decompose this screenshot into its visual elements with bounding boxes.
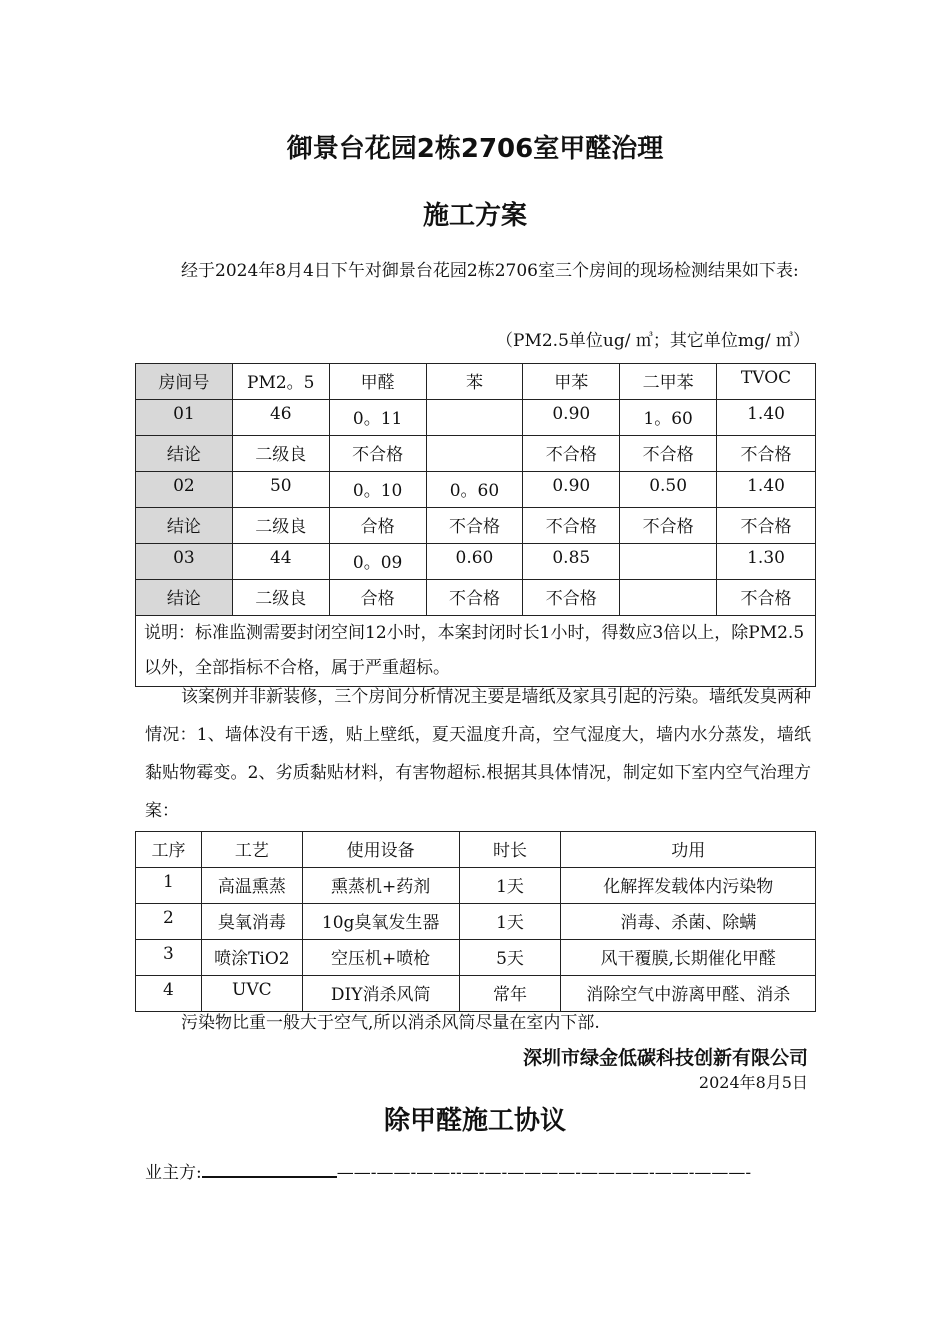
measurement-row <box>136 508 816 544</box>
measurement-header-cell: 甲醛 <box>329 364 426 400</box>
process-header-cell: 功用 <box>561 832 816 868</box>
agreement-title: 除甲醛施工协议 <box>383 1106 566 1136</box>
measurement-cell: 0。09 <box>329 544 426 580</box>
document-date: 2024年8月5日 <box>698 1073 808 1092</box>
process-cell: 1天 <box>459 904 561 940</box>
measurement-header-cell: 苯 <box>426 364 523 400</box>
measurement-cell: 不合格 <box>717 436 816 472</box>
owner-label: 业主方: <box>145 1163 202 1183</box>
process-cell: 1天 <box>459 868 561 904</box>
measurement-header-cell: TVOC <box>717 364 816 400</box>
owner-name-blank[interactable] <box>202 1158 337 1178</box>
measurement-row <box>136 580 816 616</box>
measurement-cell <box>620 580 717 616</box>
process-cell: 4 <box>136 976 202 1012</box>
measurement-cell: 不合格 <box>329 436 426 472</box>
measurement-cell: 0.60 <box>426 544 523 580</box>
measurement-note: 说明：标准监测需要封闭空间12小时，本案封闭时长1小时，得数应3倍以上，除PM2.5以外，全部指标不合格，属于严重超标。 <box>136 616 816 687</box>
measurement-cell: 结论 <box>136 580 233 616</box>
process-cell: 臭氧消毒 <box>201 904 302 940</box>
analysis-paragraph: 该案例并非新装修，三个房间分析情况主要是墙纸及家具引起的污染。墙纸发臭两种情况：1、墙体没有干透，贴上壁纸，夏天温度升高，空气湿度大，墙内水分蒸发，墙纸黏贴物霉变。2、劣质黏贴材料，有害物超标.根据其具体情况，制定如下室内空气治理方案： <box>145 687 811 821</box>
measurement-header-cell: 房间号 <box>136 364 233 400</box>
process-header-cell: 使用设备 <box>302 832 459 868</box>
measurement-cell: 01 <box>136 400 233 436</box>
measurement-note-row <box>136 616 816 687</box>
measurement-row <box>136 472 816 508</box>
process-row <box>136 940 816 976</box>
process-cell: 空压机+喷枪 <box>302 940 459 976</box>
process-header-cell: 工艺 <box>201 832 302 868</box>
company-name: 深圳市绿金低碳科技创新有限公司 <box>522 1047 808 1069</box>
process-header-row <box>136 832 816 868</box>
measurement-cell: 0。11 <box>329 400 426 436</box>
measurement-row <box>136 544 816 580</box>
measurement-cell: 不合格 <box>426 508 523 544</box>
document-subtitle: 施工方案 <box>422 201 527 231</box>
measurement-cell: 结论 <box>136 508 233 544</box>
measurement-cell: 结论 <box>136 436 233 472</box>
measurement-cell: 1.40 <box>717 472 816 508</box>
measurement-cell: 不合格 <box>523 580 620 616</box>
measurement-header-cell: PM2。5 <box>232 364 329 400</box>
document-title: 御景台花园2栋2706室甲醛治理 <box>286 134 664 164</box>
intro-paragraph: 经于2024年8月4日下午对御景台花园2栋2706室三个房间的现场检测结果如下表: <box>181 261 799 281</box>
measurement-header-row <box>136 364 816 400</box>
measurement-cell: 44 <box>232 544 329 580</box>
measurement-cell: 合格 <box>329 580 426 616</box>
process-cell: 1 <box>136 868 202 904</box>
measurement-cell: 0。10 <box>329 472 426 508</box>
measurement-cell: 0.90 <box>523 472 620 508</box>
owner-trailing-dashes: ——-——-——--—-—-————-————-——-———- <box>336 1163 752 1183</box>
process-row <box>136 868 816 904</box>
measurement-cell: 0.50 <box>620 472 717 508</box>
process-cell: 化解挥发载体内污染物 <box>561 868 816 904</box>
measurement-cell: 46 <box>232 400 329 436</box>
measurement-cell: 合格 <box>329 508 426 544</box>
measurement-cell: 02 <box>136 472 233 508</box>
process-header-cell: 时长 <box>459 832 561 868</box>
unit-note: （PM2.5单位ug/ ㎥；其它单位mg/ ㎥） <box>496 331 810 351</box>
owner-line <box>145 1158 751 1183</box>
process-header-cell: 工序 <box>136 832 202 868</box>
process-row <box>136 904 816 940</box>
remark-paragraph: 污染物比重一般大于空气,所以消杀风筒尽量在室内下部. <box>181 1013 600 1033</box>
measurement-cell: 1。60 <box>620 400 717 436</box>
measurement-cell: 二级良 <box>232 580 329 616</box>
measurement-cell: 不合格 <box>426 580 523 616</box>
measurement-cell: 0。60 <box>426 472 523 508</box>
measurement-cell: 二级良 <box>232 508 329 544</box>
process-cell: 2 <box>136 904 202 940</box>
measurement-cell: 0.90 <box>523 400 620 436</box>
measurement-cell: 不合格 <box>523 508 620 544</box>
measurement-cell <box>426 400 523 436</box>
process-cell: 风干覆膜,长期催化甲醛 <box>561 940 816 976</box>
measurement-cell: 不合格 <box>620 436 717 472</box>
measurement-cell: 不合格 <box>523 436 620 472</box>
process-cell: UVC <box>201 976 302 1012</box>
process-cell: 消毒、杀菌、除螨 <box>561 904 816 940</box>
measurement-cell: 1.40 <box>717 400 816 436</box>
process-cell: 5天 <box>459 940 561 976</box>
measurement-cell: 1.30 <box>717 544 816 580</box>
measurement-cell <box>426 436 523 472</box>
process-cell: 喷涂TiO2 <box>201 940 302 976</box>
process-cell: 熏蒸机+药剂 <box>302 868 459 904</box>
measurement-cell: 不合格 <box>620 508 717 544</box>
process-table <box>135 831 816 1012</box>
measurement-cell: 二级良 <box>232 436 329 472</box>
measurement-table <box>135 363 816 687</box>
process-cell: DIY消杀风筒 <box>302 976 459 1012</box>
measurement-header-cell: 二甲苯 <box>620 364 717 400</box>
measurement-cell: 0.85 <box>523 544 620 580</box>
measurement-header-cell: 甲苯 <box>523 364 620 400</box>
measurement-cell: 03 <box>136 544 233 580</box>
process-cell: 消除空气中游离甲醛、消杀 <box>561 976 816 1012</box>
process-cell: 3 <box>136 940 202 976</box>
process-cell: 10g臭氧发生器 <box>302 904 459 940</box>
measurement-cell: 不合格 <box>717 508 816 544</box>
measurement-cell: 50 <box>232 472 329 508</box>
process-cell: 高温熏蒸 <box>201 868 302 904</box>
measurement-cell: 不合格 <box>717 580 816 616</box>
measurement-cell <box>620 544 717 580</box>
measurement-row <box>136 436 816 472</box>
measurement-row <box>136 400 816 436</box>
process-cell: 常年 <box>459 976 561 1012</box>
